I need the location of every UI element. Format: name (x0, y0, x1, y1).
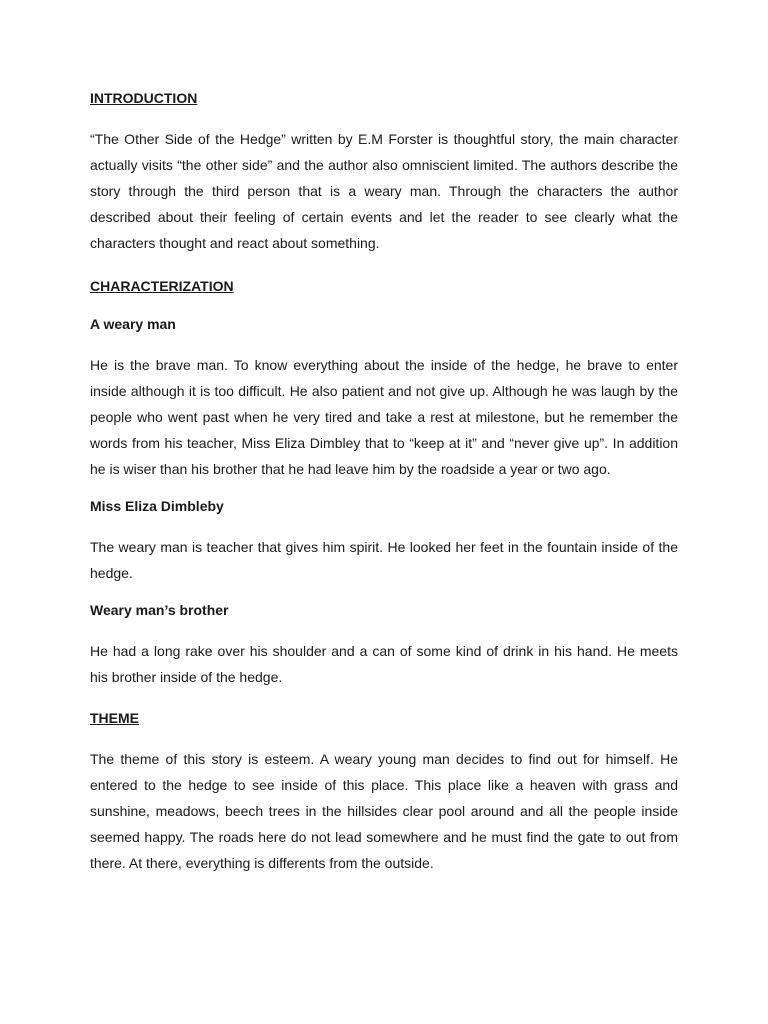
miss-eliza-paragraph: The weary man is teacher that gives him spirit. He looked her feet in the fountain inside of the hedge. (90, 539, 678, 581)
brother-paragraph: He had a long rake over his shoulder and a can of some kind of drink in his hand. He meets his brother inside of the hedge. (90, 643, 678, 685)
miss-eliza-subheading: Miss Eliza Dimbleby (90, 498, 224, 514)
theme-heading: THEME (90, 710, 139, 726)
introduction-heading: INTRODUCTION (90, 90, 198, 106)
introduction-paragraph: “The Other Side of the Hedge” written by E.M Forster is thoughtful story, the main character actually visits “the other side” and the author also omniscient limited. The authors describe the story through the third person that is a weary man. Through the characters the author described about their feeling of certain events and let the reader to see clearly what the characters thought and react about something. (90, 131, 678, 251)
weary-man-subheading: A weary man (90, 316, 176, 332)
weary-man-paragraph: He is the brave man. To know everything about the inside of the hedge, he brave to enter inside although it is too difficult. He also patient and not give up. Although he was laugh by the people who went past when he very tired and take a rest at milestone, but he remember the words from his teacher, Miss Eliza Dimbley that to “keep at it” and “never give up”. In addition he is wiser than his brother that he had leave him by the roadside a year or two ago. (90, 357, 678, 477)
theme-paragraph: The theme of this story is esteem. A weary young man decides to find out for himself. He entered to the hedge to see inside of this place. This place like a heaven with grass and sunshine, meadows, beech trees in the hillsides clear pool around and all the people inside seemed happy. The roads here do not lead somewhere and he must find the gate to out from there. At there, everything is differents from the outside. (90, 751, 678, 871)
characterization-heading: CHARACTERIZATION (90, 278, 234, 294)
brother-subheading: Weary man’s brother (90, 602, 229, 618)
document-page (90, 88, 678, 876)
